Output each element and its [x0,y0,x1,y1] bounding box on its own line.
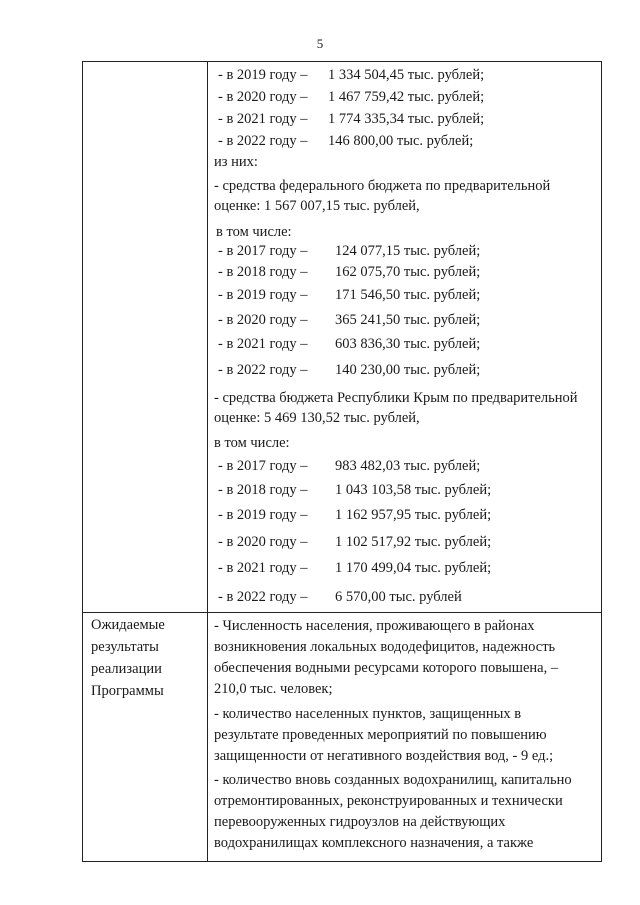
crimea-year-2017: - в 2017 году – [218,458,308,474]
crimea-amount-2020: 1 102 517,92 тыс. рублей; [335,534,492,550]
result-settlements-line1: - количество населенных пунктов, защищенных в [214,706,522,722]
federal-year-2018: - в 2018 году – [218,264,308,280]
crimea-amount-2022: 6 570,00 тыс. рублей [335,589,462,605]
result-population-line1: - Численность населения, проживающего в районах [214,618,535,634]
result-reservoirs-line2: отремонтированных, реконструированных и технически [214,793,563,809]
result-population-line4: 210,0 тыс. человек; [214,681,333,697]
total-amount-2021: 1 774 335,34 тыс. рублей; [328,111,485,127]
crimea-year-2021: - в 2021 году – [218,560,308,576]
federal-including-label: в том числе: [216,224,292,240]
row-divider [83,612,601,613]
federal-amount-2017: 124 077,15 тыс. рублей; [335,243,481,259]
total-year-2019: - в 2019 году – [218,67,308,83]
federal-amount-2019: 171 546,50 тыс. рублей; [335,287,481,303]
crimea-amount-2021: 1 170 499,04 тыс. рублей; [335,560,492,576]
of-which-label: из них: [214,154,258,170]
federal-year-2021: - в 2021 году – [218,336,308,352]
result-population-line2: возникновения локальных вододефицитов, надежность [214,639,556,655]
page-number: 5 [316,36,324,51]
federal-budget-line1: - средства федерального бюджета по предварительной [214,178,551,194]
results-label-line1: Ожидаемые [91,617,165,633]
total-year-2021: - в 2021 году – [218,111,308,127]
result-settlements-line3: защищенности от негативного воздействия вод, - 9 ед.; [214,748,554,764]
crimea-amount-2017: 983 482,03 тыс. рублей; [335,458,481,474]
result-reservoirs-line4: водохранилищах комплексного назначения, а также [214,835,534,851]
federal-budget-line2: оценке: 1 567 007,15 тыс. рублей, [214,198,420,214]
federal-amount-2021: 603 836,30 тыс. рублей; [335,336,481,352]
federal-amount-2020: 365 241,50 тыс. рублей; [335,312,481,328]
federal-amount-2018: 162 075,70 тыс. рублей; [335,264,481,280]
total-amount-2019: 1 334 504,45 тыс. рублей; [328,67,485,83]
total-year-2022: - в 2022 году – [218,133,308,149]
crimea-including-label: в том числе: [214,435,290,451]
crimea-amount-2019: 1 162 957,95 тыс. рублей; [335,507,492,523]
total-amount-2022: 146 800,00 тыс. рублей; [328,133,474,149]
crimea-year-2019: - в 2019 году – [218,507,308,523]
crimea-budget-line2: оценке: 5 469 130,52 тыс. рублей, [214,410,420,426]
result-settlements-line2: результате проведенных мероприятий по повышению [214,727,547,743]
federal-amount-2022: 140 230,00 тыс. рублей; [335,362,481,378]
results-label-line2: результаты [91,639,159,655]
result-population-line3: обеспечения водными ресурсами которого повышена, – [214,660,559,676]
program-passport-table [82,61,602,862]
crimea-budget-line1: - средства бюджета Республики Крым по предварительной [214,390,578,406]
federal-year-2020: - в 2020 году – [218,312,308,328]
result-reservoirs-line3: перевооруженных гидроузлов на действующих [214,814,506,830]
column-divider [207,62,208,861]
crimea-amount-2018: 1 043 103,58 тыс. рублей; [335,482,492,498]
federal-year-2022: - в 2022 году – [218,362,308,378]
results-label-line4: Программы [91,683,164,699]
federal-year-2019: - в 2019 году – [218,287,308,303]
total-year-2020: - в 2020 году – [218,89,308,105]
results-label-line3: реализации [91,661,162,677]
crimea-year-2018: - в 2018 году – [218,482,308,498]
federal-year-2017: - в 2017 году – [218,243,308,259]
crimea-year-2020: - в 2020 году – [218,534,308,550]
total-amount-2020: 1 467 759,42 тыс. рублей; [328,89,485,105]
result-reservoirs-line1: - количество вновь созданных водохранилищ, капитально [214,772,572,788]
crimea-year-2022: - в 2022 году – [218,589,308,605]
